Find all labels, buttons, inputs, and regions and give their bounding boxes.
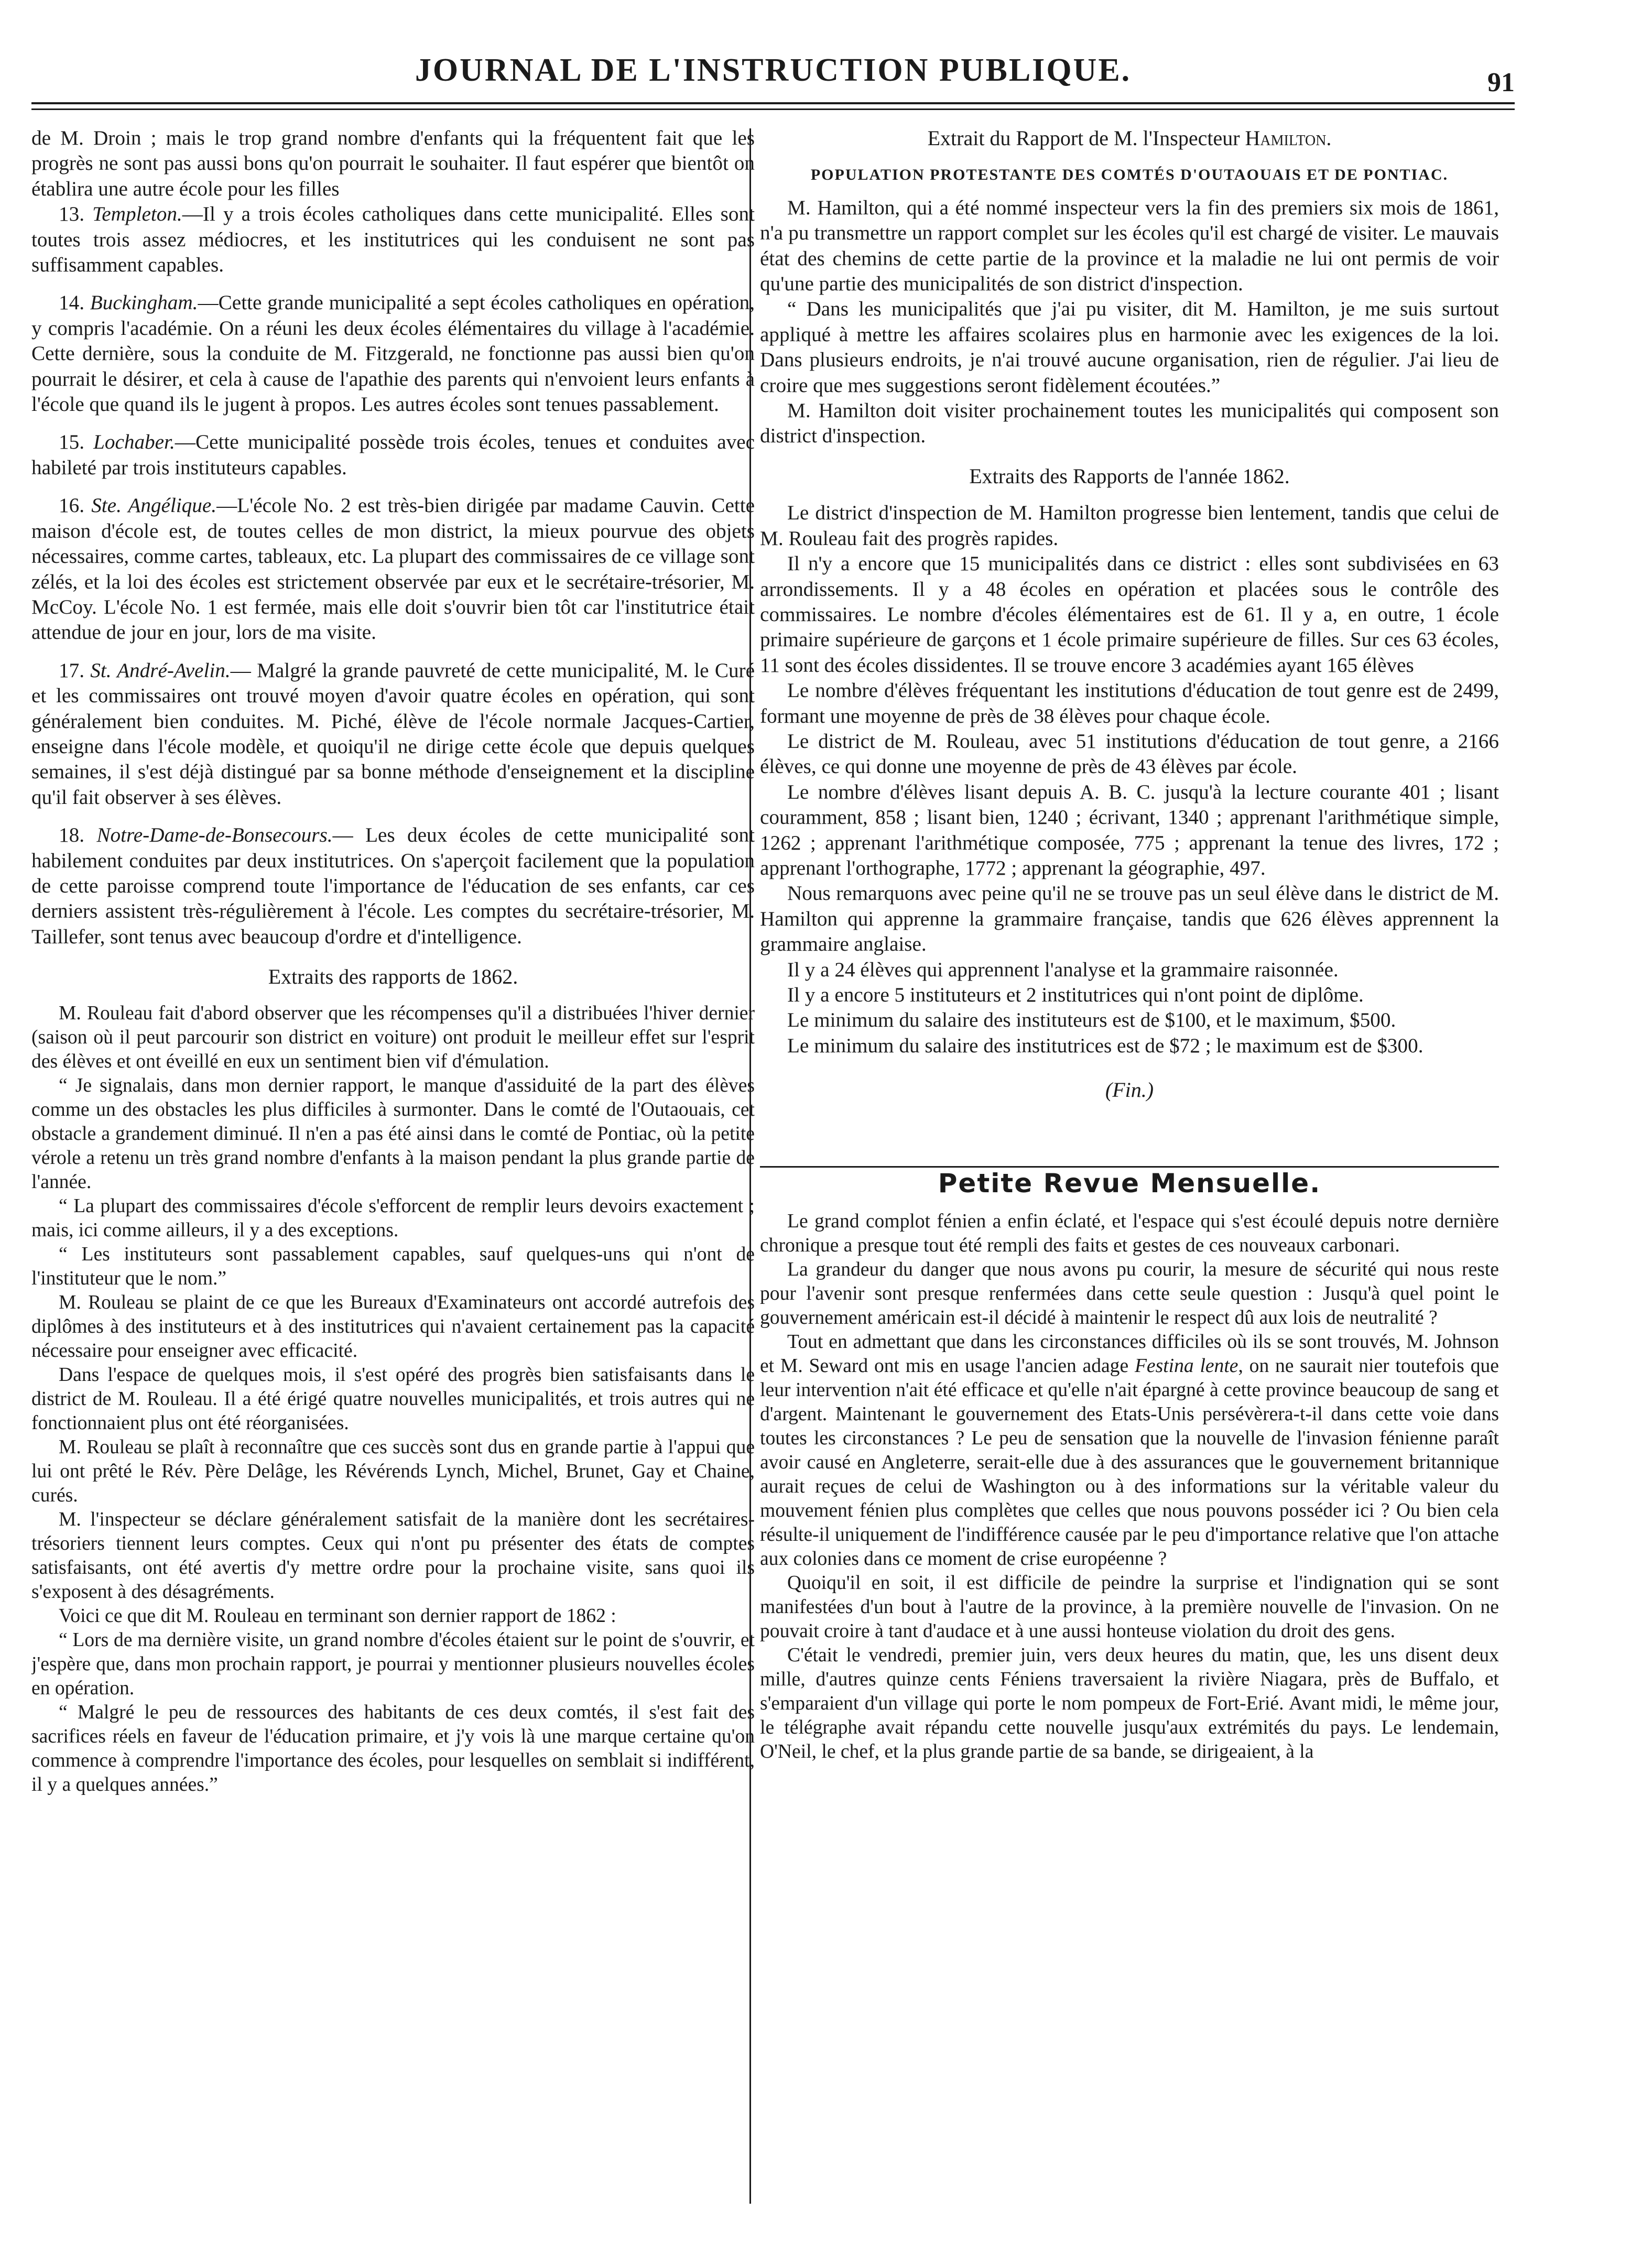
paragraph: M. l'inspecteur se déclare généralement satisfait de la manière dont les secrétaires-trésoriers tiennent leurs comptes. Ceux qui n'ont pu présenter des états de comptes satisfaisants, ont été avertis d'y mettre ordre pour la prochaine visite, sans quoi ils s'exposent à des désagréments. — [31, 1508, 755, 1603]
place-name: Templeton. — [92, 203, 182, 226]
section-rule — [760, 1166, 1499, 1168]
paragraph: Le district d'inspection de M. Hamilton progresse bien lentement, tandis que celui de M. Rouleau fait des progrès rapides. — [760, 502, 1499, 550]
place-name: Notre-Dame-de-Bonsecours. — [96, 824, 333, 847]
paragraph: M. Rouleau se plaît à reconnaître que ces succès sont dus en grande partie à l'appui que lui ont prêté le Rév. Père Delâge, les Révérends Lynch, Michel, Brunet, Gay et Chaine, curés. — [31, 1436, 755, 1506]
paragraph: M. Hamilton, qui a été nommé inspecteur vers la fin des premiers six mois de 1861, n'a pu transmettre un rapport complet sur les écoles qu'il est chargé de visiter. Le mauvais état des chemins de cette partie de la province et la maladie ne lui ont permis de voir qu'une partie des municipalités de son district d'inspection. — [760, 196, 1499, 296]
paragraph-text: —Cette municipalité possède trois écoles, tenues et conduites avec habileté par trois instituteurs capables. — [31, 431, 755, 479]
paragraph-text: — Malgré la grande pauvreté de cette municipalité, M. le Curé et les commissaires ont trouvé moyen d'avoir quatre écoles en opération, qui sont généralement bien conduites. M. Piché, élève de l'école normale Jacques-Cartier, enseigne dans l'école modèle, et quoiqu'il ne dirige cette école que depuis quelques semaines, il s'est déjà distingué par sa bonne méthode d'enseignement et la discipline qu'il fait observer à ses élèves. — [31, 659, 755, 809]
paragraph: “ Malgré le peu de ressources des habitants de ces deux comtés, il s'est fait des sacrifices réels en faveur de l'éducation primaire, et j'y vois là une marque certaine qu'on commence à comprendre l'importance des écoles, pour lesquelles on semblait si indifférent, il y a quelques années.” — [31, 1701, 755, 1795]
paragraph: Il y a 24 élèves qui apprennent l'analyse et la grammaire raisonnée. — [787, 958, 1339, 981]
page-number: 91 — [1487, 68, 1515, 97]
paragraph: Voici ce que dit M. Rouleau en terminant son dernier rapport de 1862 : — [59, 1605, 616, 1627]
revue-title: Petite Revue Mensuelle. — [938, 1168, 1321, 1199]
place-name: Ste. Angélique. — [91, 494, 217, 517]
item-number: 17. — [59, 659, 84, 682]
paragraph: Le nombre d'élèves fréquentant les institutions d'éducation de tout genre est de 2499, formant une moyenne de près de 38 élèves pour chaque école. — [760, 679, 1499, 727]
place-name: Lochaber. — [93, 431, 175, 454]
paragraph: M. Rouleau se plaint de ce que les Bureaux d'Examinateurs ont accordé autrefois des diplômes à des instituteurs et à des institutrices qui n'avaient certainement pas la capacité nécessaire pour enseigner avec efficacité. — [31, 1291, 755, 1362]
item-number: 16. — [59, 494, 84, 517]
paragraph: Il y a encore 5 instituteurs et 2 institutrices qui n'ont point de diplôme. — [787, 984, 1364, 1006]
paragraph: M. Rouleau fait d'abord observer que les récompenses qu'il a distribuées l'hiver dernier (saison où il peut parcourir son district en voiture) ont produit le meilleur effet sur l'esprit des élèves et ont éveillé en eux un sentiment bien vif d'émulation. — [31, 1002, 755, 1072]
journal-title: JOURNAL DE L'INSTRUCTION PUBLIQUE. — [415, 52, 1132, 88]
numbered-paragraph — [31, 202, 755, 278]
paragraph-text: —Cette grande municipalité a sept écoles catholiques en opération, y compris l'académie. On a réuni les deux écoles élémentaires du village à l'académie. Cette dernière, sous la conduite de M. Fitzgerald, ne fonctionne pas aussi bien qu'on pourrait le désirer, et cela à cause de l'apathie des parents qui n'envoient leurs enfants à l'école que quand ils le jugent à propos. Les autres écoles sont tenues passablement. — [31, 291, 755, 416]
numbered-paragraph — [31, 430, 755, 481]
left-column — [31, 126, 755, 2206]
revue-body — [760, 1210, 1499, 1764]
right-column — [760, 126, 1499, 2206]
section-subheading: Extraits des rapports de 1862. — [268, 965, 518, 989]
section-subheading: Extraits des Rapports de l'année 1862. — [969, 464, 1290, 488]
rouleau-report — [31, 1001, 755, 1797]
paragraph: Le minimum du salaire des institutrices est de $72 ; le maximum est de $300. — [787, 1034, 1423, 1057]
paragraph: “ Dans les municipalités que j'ai pu visiter, dit M. Hamilton, je me suis surtout appliqué à mettre les affaires scolaires plus en harmonie avec les exigences de la loi. Dans plusieurs endroits, je n'ai trouvé aucune organisation, rien de régulier. J'ai lieu de croire que mes suggestions seront fidèlement écoutées.” — [760, 298, 1499, 397]
paragraph: Le minimum du salaire des instituteurs est de $100, et le maximum, $500. — [787, 1009, 1396, 1032]
paragraph: Dans l'espace de quelques mois, il s'est opéré des progrès bien satisfaisants dans le district de M. Rouleau. Il a été érigé quatre nouvelles municipalités, et trois autres qui ne fonctionnaient plus ont été réorganisées. — [31, 1364, 755, 1434]
population-heading: POPULATION PROTESTANTE DES COMTÉS D'OUTAOUAIS ET DE PONTIAC. — [810, 166, 1449, 184]
paragraph: Il n'y a encore que 15 municipalités dans ce district : elles sont subdivisées en 63 arrondissements. Il y a 48 écoles en opération et placées sous le contrôle des commissaires. Le nombre d'écoles élémentaires est de 61. Il y a, en outre, 1 école primaire supérieure de garçons et 1 école primaire supérieure de filles. Sur ces 63 écoles, 11 sont des écoles dissidentes. Il se trouve encore 3 académies ayant 165 élèves — [760, 552, 1499, 677]
paragraph-text: —L'école No. 2 est très-bien dirigée par madame Cauvin. Cette maison d'école est, de toutes celles de mon district, la mieux pourvue des objets nécessaires, comme cartes, tableaux, etc. La plupart des commissaires de ce village sont zélés, et la loi des écoles est strictement observée par eux et le secrétaire-trésorier, M. McCoy. L'école No. 1 est fermée, mais elle doit s'ouvrir bien tôt car l'institutrice était attendue de jour en jour, lors de ma visite. — [31, 494, 755, 644]
paragraph: “ Les instituteurs sont passablement capables, sauf quelques-uns qui n'ont de l'instituteur que le nom.” — [31, 1243, 755, 1289]
paragraph — [760, 1330, 1499, 1571]
paragraph: La grandeur du danger que nous avons pu courir, la mesure de sécurité qui nous reste pour l'avenir sont presque renfermées dans cette seule question : Jusqu'à quel point le gouvernement américain est-il décidé à maintenir le respect dû aux lois de neutralité ? — [760, 1259, 1499, 1329]
report-heading — [760, 126, 1499, 151]
paragraph-text: Tout en admettant que dans les circonstances difficiles où ils se sont trouvés, M. Johnson et M. Seward ont mis en usage l'ancien adage — [760, 1331, 1499, 1377]
report-heading-text: Extrait du Rapport de M. l'Inspecteur — [927, 126, 1240, 150]
paragraph: Le district de M. Rouleau, avec 51 institutions d'éducation de tout genre, a 2166 élèves, ce qui donne une moyenne de près de 43 élèves par école. — [760, 729, 1499, 778]
paragraph-text: — Les deux écoles de cette municipalité sont habilement conduites par deux institutrices. On s'aperçoit facilement que la population de cette paroisse comprend toute l'importance de l'éducation de ses enfants, car ces derniers assistent très-régulièrement à l'école. Les comptes du secrétaire-trésorier, M. Taillefer, sont tenus avec beaucoup d'ordre et d'intelligence. — [31, 824, 755, 948]
header-rule-bottom — [31, 108, 1515, 110]
paragraph: M. Hamilton doit visiter prochainement toutes les municipalités qui composent son district d'inspection. — [760, 399, 1499, 448]
header-rule-top — [31, 102, 1515, 104]
place-name: Buckingham. — [90, 291, 198, 314]
item-number: 18. — [59, 824, 84, 847]
latin-adage: Festina lente — [1134, 1355, 1238, 1377]
paragraph: de M. Droin ; mais le trop grand nombre d'enfants qui la fréquentent fait que les progrès ne sont pas aussi bons qu'on pourrait le souhaiter. Il faut espérer que bientôt on établira une autre école pour les filles — [31, 127, 755, 200]
page-header — [31, 0, 1515, 105]
paragraph: Le grand complot fénien a enfin éclaté, et l'espace qui s'est écoulé depuis notre dernière chronique a presque tout été rempli des faits et gestes de ces nouveaux carbonari. — [760, 1211, 1499, 1257]
numbered-paragraph — [31, 493, 755, 645]
paragraph: Nous remarquons avec peine qu'il ne se trouve pas un seul élève dans le district de M. Hamilton qui apprenne la grammaire française, tandis que 626 élèves apprennent la grammaire anglaise. — [760, 882, 1499, 956]
paragraph: “ La plupart des commissaires d'école s'efforcent de remplir leurs devoirs exactement ; mais, ici comme ailleurs, il y a des exceptions. — [31, 1195, 755, 1241]
numbered-paragraph — [31, 823, 755, 950]
paragraph: Quoiqu'il en soit, il est difficile de peindre la surprise et l'indignation qui se sont manifestées d'un bout à l'autre de la province, à la première nouvelle de l'invasion. On ne pouvait croire à tant d'audace et à une aussi honteuse violation du droit des gens. — [760, 1572, 1499, 1642]
item-number: 13. — [59, 203, 84, 226]
numbered-paragraph — [31, 290, 755, 417]
item-number: 15. — [59, 431, 84, 454]
item-number: 14. — [59, 291, 84, 314]
paragraph: “ Lors de ma dernière visite, un grand nombre d'écoles étaient sur le point de s'ouvrir, et j'espère que, dans mon prochain rapport, je pourrai y mentionner plusieurs nouvelles écoles en opération. — [31, 1629, 755, 1699]
paragraph: Le nombre d'élèves lisant depuis A. B. C. jusqu'à la lecture courante 401 ; lisant couramment, 858 ; lisant bien, 1240 ; écrivant, 1340 ; apprenant l'arithmétique simple, 1262 ; apprenant l'arithmétique composée, 775 ; apprenant la tenue des livres, 172 ; apprenant l'orthographe, 1772 ; apprenant la géographie, 497. — [760, 780, 1499, 879]
paragraph: C'était le vendredi, premier juin, vers deux heures du matin, que, les uns disent deux mille, d'autres quinze cents Féniens traversaient la rivière Niagara, près de Buffalo, et s'emparaient d'un village qui porte le nom pompeux de Fort-Erié. Avant midi, le même jour, le télégraphe avait répandu cette nouvelle jusqu'aux extrémités du pays. Le lendemain, O'Neil, le chef, et la plus grande partie de sa bande, se dirigeaient, à la — [760, 1645, 1499, 1763]
paragraph-text: —Il y a trois écoles catholiques dans cette municipalité. Elles sont toutes trois assez médiocres, et les institutrices qui les conduisent ne sont pas suffisamment capables. — [31, 203, 755, 277]
paragraph: “ Je signalais, dans mon dernier rapport, le manque d'assiduité de la part des élèves comme un des obstacles les plus difficiles à surmonter. Dans le comté de l'Outaouais, cet obstacle a grandement diminué. Il n'en a pas été ainsi dans le comté de Pontiac, où la petite vérole a retenu un très grand nombre d'enfants à la maison pendant la plus grande partie de l'année. — [31, 1074, 755, 1193]
numbered-paragraph — [31, 658, 755, 810]
inspector-name: Hamilton. — [1245, 126, 1332, 150]
place-name: St. André-Avelin. — [90, 659, 231, 682]
paragraph-text: , on ne saurait nier toutefois que leur intervention n'ait été efficace et qu'elle n'ait épargné à cette province beaucoup de sang et d'argent. Maintenant le gouvernement des Etats-Unis persévèrera-t-il dans cette voie dans toutes les circonstances ? Le peu de sensation que la nouvelle de l'invasion fénienne paraît avoir causé en Angleterre, serait-elle due à des assurances que le gouvernement britannique aurait reçues de celui de Washington ou à des informations sur la véritable valeur du mouvement fénien plus complètes que celles que nous pouvons posséder ici ? Ou bien cela résulte-il uniquement de l'indifférence causée par le peu d'importance relative que l'on attache aux colonies dans ce moment de crise européenne ? — [760, 1355, 1499, 1570]
fin-marker: (Fin.) — [1105, 1078, 1154, 1102]
